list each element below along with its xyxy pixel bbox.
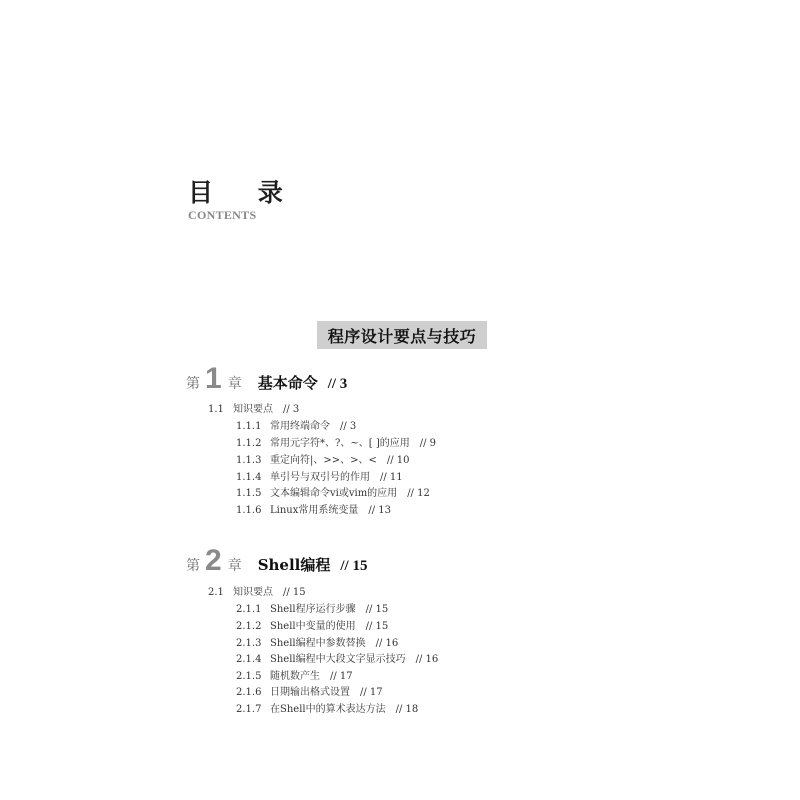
entry-page: // 17 [330,671,353,682]
entry-number: 1.1.6 [236,505,262,516]
entry-page: // 15 [365,621,389,632]
toc-entry-2-1-2[interactable] [236,620,388,634]
entry-page: // 11 [380,472,403,483]
chapter-number: 2 [205,544,222,577]
entry-title: Linux常用系统变量 [270,505,359,516]
entry-number: 2.1.3 [236,638,262,649]
entry-page: // 13 [368,505,392,516]
entry-number: 1.1.5 [236,488,262,499]
chapter-title: Shell编程 [257,556,331,574]
toc-subtitle: CONTENTS [188,208,257,222]
toc-entry-2-1-4[interactable] [236,653,438,667]
toc-entry-1-1-4[interactable] [236,471,403,485]
toc-entry-1-1-1[interactable] [236,420,356,434]
entry-number: 1.1.3 [236,455,262,466]
entry-title: 常用元字符*、?、~、[ ]的应用 [270,438,410,449]
part-title: 程序设计要点与技巧 [327,326,477,346]
entry-number: 1.1.4 [236,472,262,483]
entry-title: 常用终端命令 [270,421,330,432]
toc-entry-1-1-6[interactable] [236,504,391,518]
entry-title: 重定向符|、>>、>、< [270,455,377,466]
chapter-title: 基本命令 [257,374,318,392]
entry-page: // 16 [415,654,439,665]
entry-title: Shell编程中参数替换 [270,638,366,649]
entry-title: 单引号与双引号的作用 [270,472,370,483]
section-number: 1.1 [208,404,224,415]
toc-section-1-1[interactable] [208,403,299,417]
entry-number: 2.1.6 [236,687,262,698]
entry-number: 2.1.2 [236,621,262,632]
chapter-heading-2[interactable] [186,546,367,576]
toc-section-2-1[interactable] [208,586,306,600]
chapter-prefix: 第 [186,376,200,392]
toc-entry-1-1-3[interactable] [236,454,410,468]
entry-title: 随机数产生 [270,671,320,682]
entry-page: // 16 [375,638,399,649]
chapter-suffix: 章 [227,558,242,574]
toc-entry-2-1-1[interactable] [236,603,388,617]
section-title: 知识要点 [233,404,273,415]
section-page: // 3 [283,404,300,415]
entry-title: 日期输出格式设置 [270,687,350,698]
toc-entry-2-1-7[interactable] [236,703,418,717]
toc-entry-1-1-5[interactable] [236,487,430,501]
entry-title: 文本编辑命令vi或vim的应用 [270,488,398,499]
section-number: 2.1 [208,587,224,598]
chapter-page: // 15 [340,558,368,574]
entry-title: 在Shell中的算术表达方法 [270,704,386,715]
entry-title: Shell程序运行步骤 [270,604,356,615]
toc-entry-1-1-2[interactable] [236,437,436,451]
entry-page: // 17 [360,687,383,698]
entry-page: // 9 [419,438,437,449]
entry-number: 1.1.1 [236,421,262,432]
section-page: // 15 [283,587,306,598]
entry-number: 2.1.4 [236,654,262,665]
entry-number: 1.1.2 [236,438,262,449]
toc-entry-2-1-3[interactable] [236,637,398,651]
entry-number: 2.1.7 [236,704,262,715]
part-banner [317,321,487,349]
toc-heading [188,178,301,223]
toc-title: 目 录 [188,178,301,207]
entry-page: // 10 [386,455,410,466]
chapter-suffix: 章 [227,376,242,392]
chapter-number: 1 [205,362,222,395]
chapter-heading-1[interactable] [186,364,347,394]
toc-entry-2-1-5[interactable] [236,670,353,684]
chapter-prefix: 第 [186,558,200,574]
entry-title: Shell编程中大段文字显示技巧 [270,654,406,665]
chapter-page: // 3 [327,376,348,392]
entry-number: 2.1.1 [236,604,262,615]
entry-title: Shell中变量的使用 [270,621,356,632]
section-title: 知识要点 [233,587,273,598]
toc-entry-2-1-6[interactable] [236,686,383,700]
entry-page: // 18 [395,704,419,715]
entry-page: // 15 [365,604,389,615]
entry-page: // 3 [340,421,357,432]
entry-number: 2.1.5 [236,671,262,682]
entry-page: // 12 [407,488,430,499]
